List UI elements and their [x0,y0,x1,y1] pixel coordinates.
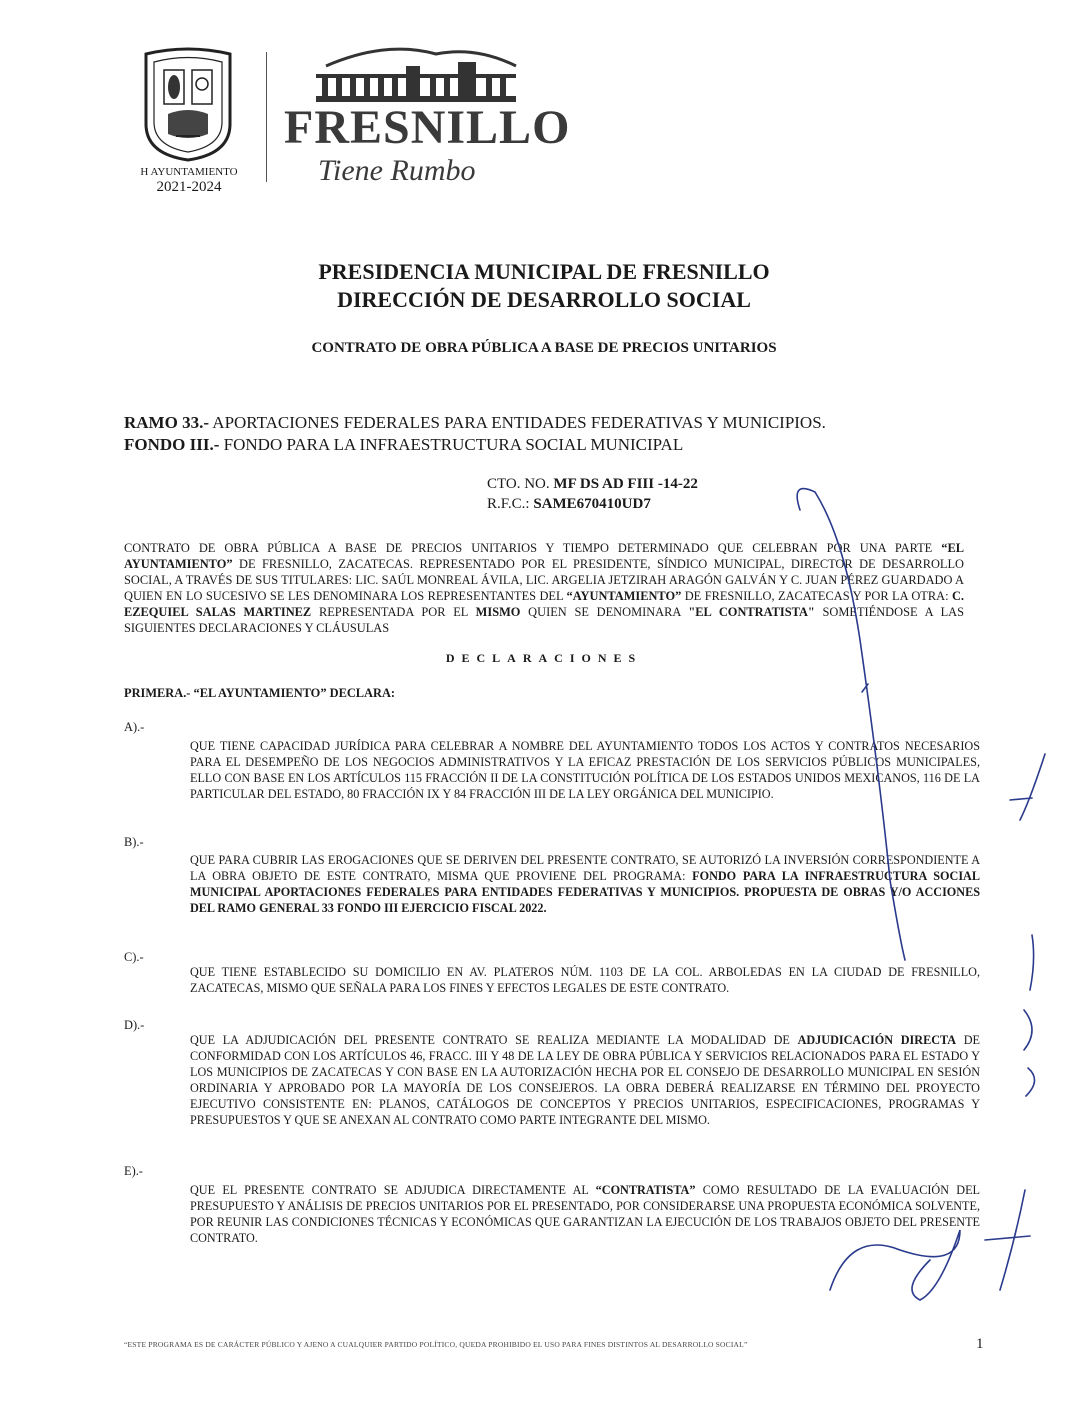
declaraciones-heading: DECLARACIONES [445,651,643,665]
item-e-text2: COMO RESULTADO DE LA EVALUACIÓN DEL PRESUPUESTO Y ANÁLISIS DE PRECIOS UNITARIOS POR EL PRESENTADO, POR CONSIDERARSE UNA PROPUESTA ECONÓMICA SOLVENTE, POR REUNIR LAS CONDICIONES TÉCNICAS Y ECONÓMICAS QUE GARANTIZAN LA EJECUCIÓN DE LOS TRABAJOS OBJETO DEL PRESENTE CONTRATO. [190,1183,980,1245]
primera-heading: PRIMERA.- “EL AYUNTAMIENTO” DECLARA: [124,686,396,700]
ramo-text: APORTACIONES FEDERALES PARA ENTIDADES FEDERATIVAS Y MUNICIPIOS. [208,413,826,432]
municipal-seal-logo [138,44,238,162]
rfc-label: R.F.C.: [487,496,534,512]
initial-mark-3 [1024,935,1035,1096]
seal-caption [130,166,248,195]
contract-identifiers [487,474,698,514]
administration-years: 2021-2024 [156,179,222,195]
intro-bold-3: C. EZEQUIEL SALAS MARTINEZ [124,589,964,619]
item-e-bold: “CONTRATISTA” [595,1183,696,1197]
fresnillo-skyline-logo [306,36,528,108]
letterhead-divider [266,52,267,182]
document-subtitle: CONTRATO DE OBRA PÚBLICA A BASE DE PRECIOS UNITARIOS [311,340,777,356]
item-e-label: E).- [124,1164,143,1178]
item-c-label: C).- [124,950,144,964]
footer-disclaimer: “ESTE PROGRAMA ES DE CARÁCTER PÚBLICO Y AJENO A CUALQUIER PARTIDO POLÍTICO, QUEDA PROHIBIDO EL USO PARA FINES DISTINTOS AL DESARROLLO SOCIAL” [124,1340,748,1349]
item-b-bold: FONDO PARA LA INFRAESTRUCTURA SOCIAL MUNICIPAL APORTACIONES FEDERALES PARA ENTIDADES FEDERATIVAS Y MUNICIPIOS. PROPUESTA DE OBRAS Y/O ACCIONES DEL RAMO GENERAL 33 FONDO III EJERCICIO FISCAL 2022. [190,869,980,915]
ramo-fondo-block [124,412,984,456]
item-d-label: D).- [124,1018,145,1032]
item-a-text: QUE TIENE CAPACIDAD JURÍDICA PARA CELEBRAR A NOMBRE DEL AYUNTAMIENTO TODOS LOS ACTOS Y CONTRATOS NECESARIOS PARA EL DESEMPEÑO DE LOS NEGOCIOS ADMINISTRATIVOS Y LA EFICAZ PRESTACIÓN DE LOS SERVICIOS PÚBLICOS MUNICIPALES, ELLO CON BASE EN LOS ARTÍCULOS 115 FRACCIÓN II DE LA CONSTITUCIÓN POLÍTICA DE LOS ESTADOS UNIDOS MEXICANOS, 116 DE LA PARTICULAR DEL ESTADO, 80 FRACCIÓN IX Y 84 FRACCIÓN III DE LA LEY ORGÁNICA DEL MUNICIPIO. [190,739,980,801]
cto-label: CTO. NO. [487,476,554,492]
item-b-text: QUE PARA CUBRIR LAS EROGACIONES QUE SE DERIVEN DEL PRESENTE CONTRATO, SE AUTORIZÓ LA INVERSIÓN CORRESPONDIENTE A LA OBRA OBJETO DE ESTE CONTRATO, MISMA QUE PROVIENE DEL PROGRAMA: [190,853,980,883]
item-d-paragraph [190,1032,980,1128]
fondo-label: FONDO III.- [124,435,220,454]
intro-bold-4: MISMO [475,605,521,619]
item-b-label: B).- [124,835,144,849]
ayuntamiento-label: H AYUNTAMIENTO [140,166,238,178]
initial-mark-1 [862,684,868,692]
item-e-paragraph [190,1182,980,1246]
logo-tagline: Tiene Rumbo [318,154,476,187]
intro-text-5: QUIEN SE DENOMINARA [520,605,689,619]
item-e-text: QUE EL PRESENTE CONTRATO SE ADJUDICA DIRECTAMENTE AL [190,1183,596,1197]
ramo-label: RAMO 33.- [124,413,209,432]
rfc-value: SAME670410UD7 [533,496,651,512]
initial-mark-2 [1010,754,1045,820]
signature-slash [985,1190,1030,1290]
logo-wordmark: FRESNILLO [284,101,571,154]
intro-paragraph [124,540,964,636]
document-title-line1: PRESIDENCIA MUNICIPAL DE FRESNILLO [318,259,770,284]
intro-text-6: SOMETIÉNDOSE A LAS SIGUIENTES DECLARACIONES Y CLÁUSULAS [124,605,965,635]
intro-bold-2: “AYUNTAMIENTO” [566,589,682,603]
page-number: 1 [976,1336,984,1352]
item-d-text2: DE CONFORMIDAD CON LOS ARTÍCULOS 46, FRACC. III Y 48 DE LA LEY DE OBRA PÚBLICA Y SERVICIOS RELACIONADOS PARA EL ESTADO Y LOS MUNICIPIOS DE ZACATECAS Y CON BASE EN LA AUTORIZACIÓN HECHA POR EL CONSEJO DE DESARROLLO MUNICIPAL EN SESIÓN ORDINARIA Y APROBADO POR LA MAYORÍA DE LOS CONSEJEROS. LA OBRA DEBERÁ REALIZARSE EN TÉRMINO DEL PROYECTO EJECUTIVO CONSISTENTE EN: PLANOS, CATÁLOGOS DE CONCEPTOS Y PRECIOS UNITARIOS, ESPECIFICACIONES, PROGRAMAS Y PRESUPUESTOS Y QUE SE ANEXAN AL CONTRATO COMO PARTE INTEGRANTE DEL MISMO. [190,1033,980,1127]
item-c-text: QUE TIENE ESTABLECIDO SU DOMICILIO EN AV. PLATEROS NÚM. 1103 DE LA COL. ARBOLEDAS EN LA CIUDAD DE FRESNILLO, ZACATECAS, MISMO QUE SEÑALA PARA LOS FINES Y EFECTOS LEGALES DE ESTE CONTRATO. [190,965,980,995]
item-a-label: A).- [124,720,145,734]
intro-text-1: CONTRATO DE OBRA PÚBLICA A BASE DE PRECIOS UNITARIOS Y TIEMPO DETERMINADO QUE CELEBRAN POR UNA PARTE [124,541,942,555]
cto-number: MF DS AD FIII -14-22 [553,476,698,492]
item-b-paragraph [190,852,980,916]
fondo-text: FONDO PARA LA INFRAESTRUCTURA SOCIAL MUNICIPAL [219,435,684,454]
intro-text-3: DE FRESNILLO, ZACATECAS Y POR LA OTRA: [681,589,952,603]
intro-bold-1: “EL AYUNTAMIENTO” [124,541,964,571]
document-title-line2: DIRECCIÓN DE DESARROLLO SOCIAL [337,287,751,312]
intro-bold-5: "EL CONTRATISTA" [688,605,815,619]
intro-text-4: REPRESENTADA POR EL [311,605,476,619]
item-d-text: QUE LA ADJUDICACIÓN DEL PRESENTE CONTRATO SE REALIZA MEDIANTE LA MODALIDAD DE [190,1033,798,1047]
item-d-bold: ADJUDICACIÓN DIRECTA [797,1033,957,1047]
intro-text-2: DE FRESNILLO, ZACATECAS. REPRESENTADO POR EL PRESIDENTE, SÍNDICO MUNICIPAL, DIRECTOR DE DESARROLLO SOCIAL, A TRAVÉS DE SUS TITULARES: LIC. SAÚL MONREAL ÁVILA, LIC. ARGELIA JETZIRAH ARAGÓN GALVÁN Y C. JUAN PÉREZ GUARDADO A QUIEN EN LO SUCESIVO SE LES DENOMINARA LOS REPRESENTANTES DEL [124,557,964,603]
